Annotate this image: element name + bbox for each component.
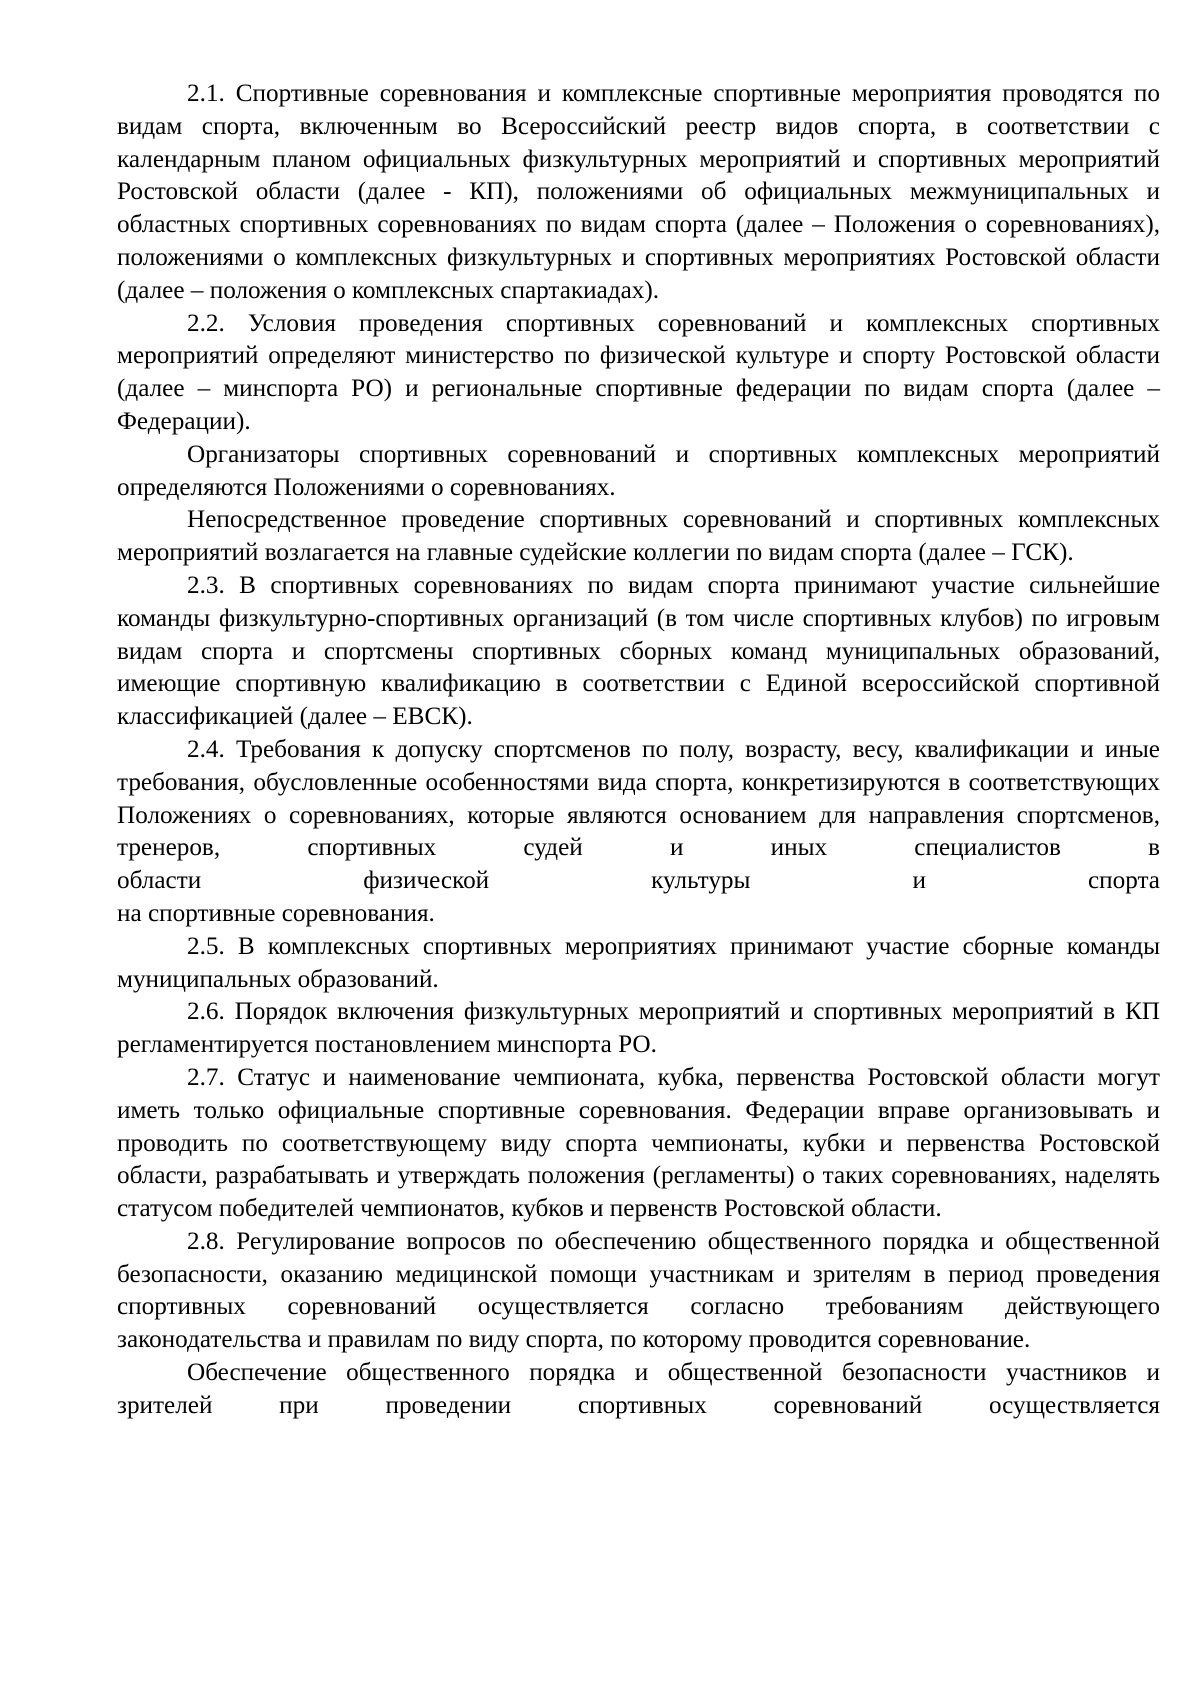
paragraph-2-8: 2.8. Регулирование вопросов по обеспечению общественного порядка и общественной безопасности, оказанию медицинской помощи участникам и зрителям в период проведения спортивных соревнований осуществляется согласно требованиям действующего законодательства и правилам по виду спорта, по которому проводится соревнование. bbox=[117, 1227, 1160, 1354]
paragraph-gsk: Непосредственное проведение спортивных соревнований и спортивных комплексных мероприятий возлагается на главные судейские коллегии по видам спорта (далее – ГСК). bbox=[117, 506, 1160, 567]
paragraph-2-2: 2.2. Условия проведения спортивных соревнований и комплексных спортивных мероприятий определяют министерство по физической культуре и спорту Ростовской области (далее – минспорта РО) и региональные спортивные федерации по видам спорта (далее – Федерации). bbox=[117, 309, 1160, 435]
document-page bbox=[117, 78, 1160, 1423]
paragraph-public-order: Обеспечение общественного порядка и общественной безопасности участников и зрителей при проведении спортивных соревнований осуществляется bbox=[117, 1359, 1160, 1419]
paragraph-2-7: 2.7. Статус и наименование чемпионата, кубка, первенства Ростовской области могут иметь только официальные спортивные соревнования. Федерации вправе организовывать и проводить по соответствующему виду спорта чемпионаты, кубки и первенства Ростовской области, разрабатывать и утверждать положения (регламенты) о таких соревнованиях, наделять статусом победителей чемпионатов, кубков и первенств Ростовской области. bbox=[117, 1063, 1160, 1223]
paragraph-organizers: Организаторы спортивных соревнований и спортивных комплексных мероприятий определяются Положениями о соревнованиях. bbox=[117, 440, 1160, 501]
paragraph-2-5: 2.5. В комплексных спортивных мероприятиях принимают участие сборные команды муниципальных образований. bbox=[117, 932, 1160, 993]
paragraph-2-6: 2.6. Порядок включения физкультурных мероприятий и спортивных мероприятий в КП регламентируется постановлением минспорта РО. bbox=[117, 998, 1160, 1059]
paragraph-2-4-wide-line: области физической культуры и спорта bbox=[117, 867, 1160, 895]
paragraph-2-1: 2.1. Спортивные соревнования и комплексные спортивные мероприятия проводятся по видам спорта, включенным во Всероссийский реестр видов спорта, в соответствии с календарным планом официальных физкультурных мероприятий и спортивных мероприятий Ростовской области (далее - КП), положениями об официальных межмуниципальных и областных спортивных соревнованиях по видам спорта (далее – Положения о соревнованиях), положениями о комплексных физкультурных и спортивных мероприятиях Ростовской области (далее – положения о комплексных спартакиадах). bbox=[117, 80, 1160, 304]
paragraph-2-4 bbox=[117, 734, 1160, 931]
paragraph-2-4-main: 2.4. Требования к допуску спортсменов по полу, возрасту, весу, квалификации и иные требования, обусловленные особенностями вида спорта, конкретизируются в соответствующих Положениях о соревнованиях, которые являются основанием для направления спортсменов, тренеров, спортивных судей и иных специалистов в bbox=[117, 735, 1160, 862]
paragraph-2-4-end: на спортивные соревнования. bbox=[117, 899, 435, 927]
paragraph-2-3: 2.3. В спортивных соревнованиях по видам спорта принимают участие сильнейшие команды физкультурно-спортивных организаций (в том числе спортивных клубов) по игровым видам спорта и спортсмены спортивных сборных команд муниципальных образований, имеющие спортивную квалификацию в соответствии с Единой всероссийской спортивной классификацией (далее – ЕВСК). bbox=[117, 571, 1160, 731]
